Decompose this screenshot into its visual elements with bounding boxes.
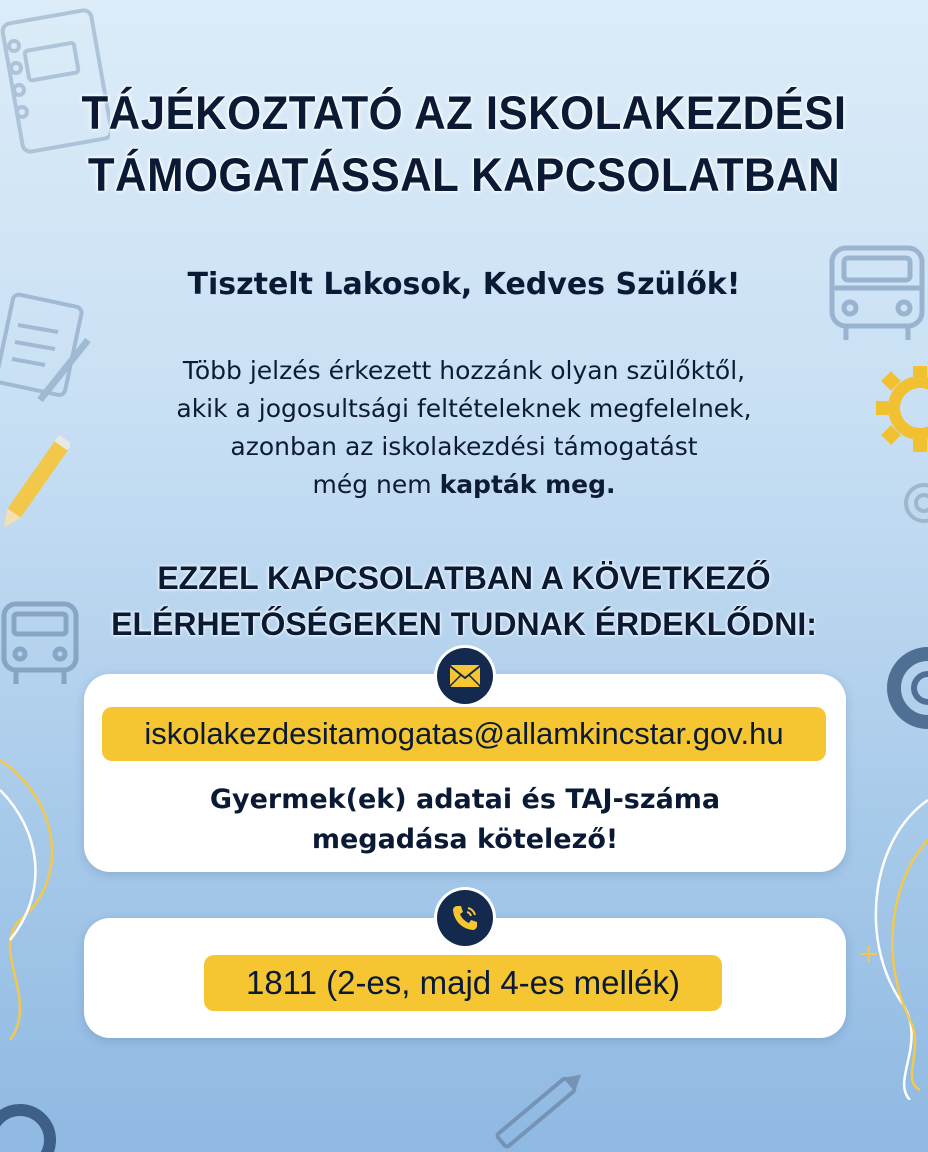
swirl-line-left: [0, 740, 70, 1040]
intro-line-3: azonban az iskolakezdési támogatást: [230, 432, 698, 461]
email-note-line-1: Gyermek(ek) adatai és TAJ-száma: [209, 784, 721, 815]
email-note-line-2: megadása kötelező!: [311, 824, 619, 855]
intro-line-4: [0, 466, 928, 504]
intro-line-4-normal: még nem: [312, 470, 440, 499]
intro-paragraph: [0, 352, 928, 504]
email-note: [84, 780, 846, 860]
contact-heading-line-1: EZZEL KAPCSOLATBAN A KÖVETKEZŐ: [157, 560, 771, 596]
pencil-icon-bottom: [484, 1068, 594, 1152]
title-line-2: TÁMOGATÁSSAL KAPCSOLATBAN: [87, 148, 841, 201]
greeting: Tisztelt Lakosok, Kedves Szülők!: [187, 267, 741, 302]
phone-icon: [437, 890, 493, 946]
intro-line-1: Több jelzés érkezett hozzánk olyan szülőktől,: [182, 356, 746, 385]
contact-heading: [0, 555, 928, 647]
phone-number[interactable]: 1811 (2-es, majd 4-es mellék): [204, 955, 722, 1011]
intro-line-4-bold: kapták meg.: [439, 470, 616, 499]
contact-heading-line-2: ELÉRHETŐSÉGEKEN TUDNAK ÉRDEKLŐDNI:: [111, 606, 817, 642]
gear-bottom-icon: [0, 1090, 70, 1152]
svg-text:+: +: [858, 939, 880, 969]
intro-line-2: akik a jogosultsági feltételeknek megfelelnek,: [176, 394, 752, 423]
title-line-1: TÁJÉKOZTATÓ AZ ISKOLAKEZDÉSI: [81, 86, 847, 139]
envelope-icon: [437, 648, 493, 704]
email-link[interactable]: iskolakezdesitamogatas@allamkincstar.gov.hu: [102, 707, 826, 761]
swirl-line-right: [850, 780, 928, 1100]
page-title: [32, 82, 895, 206]
